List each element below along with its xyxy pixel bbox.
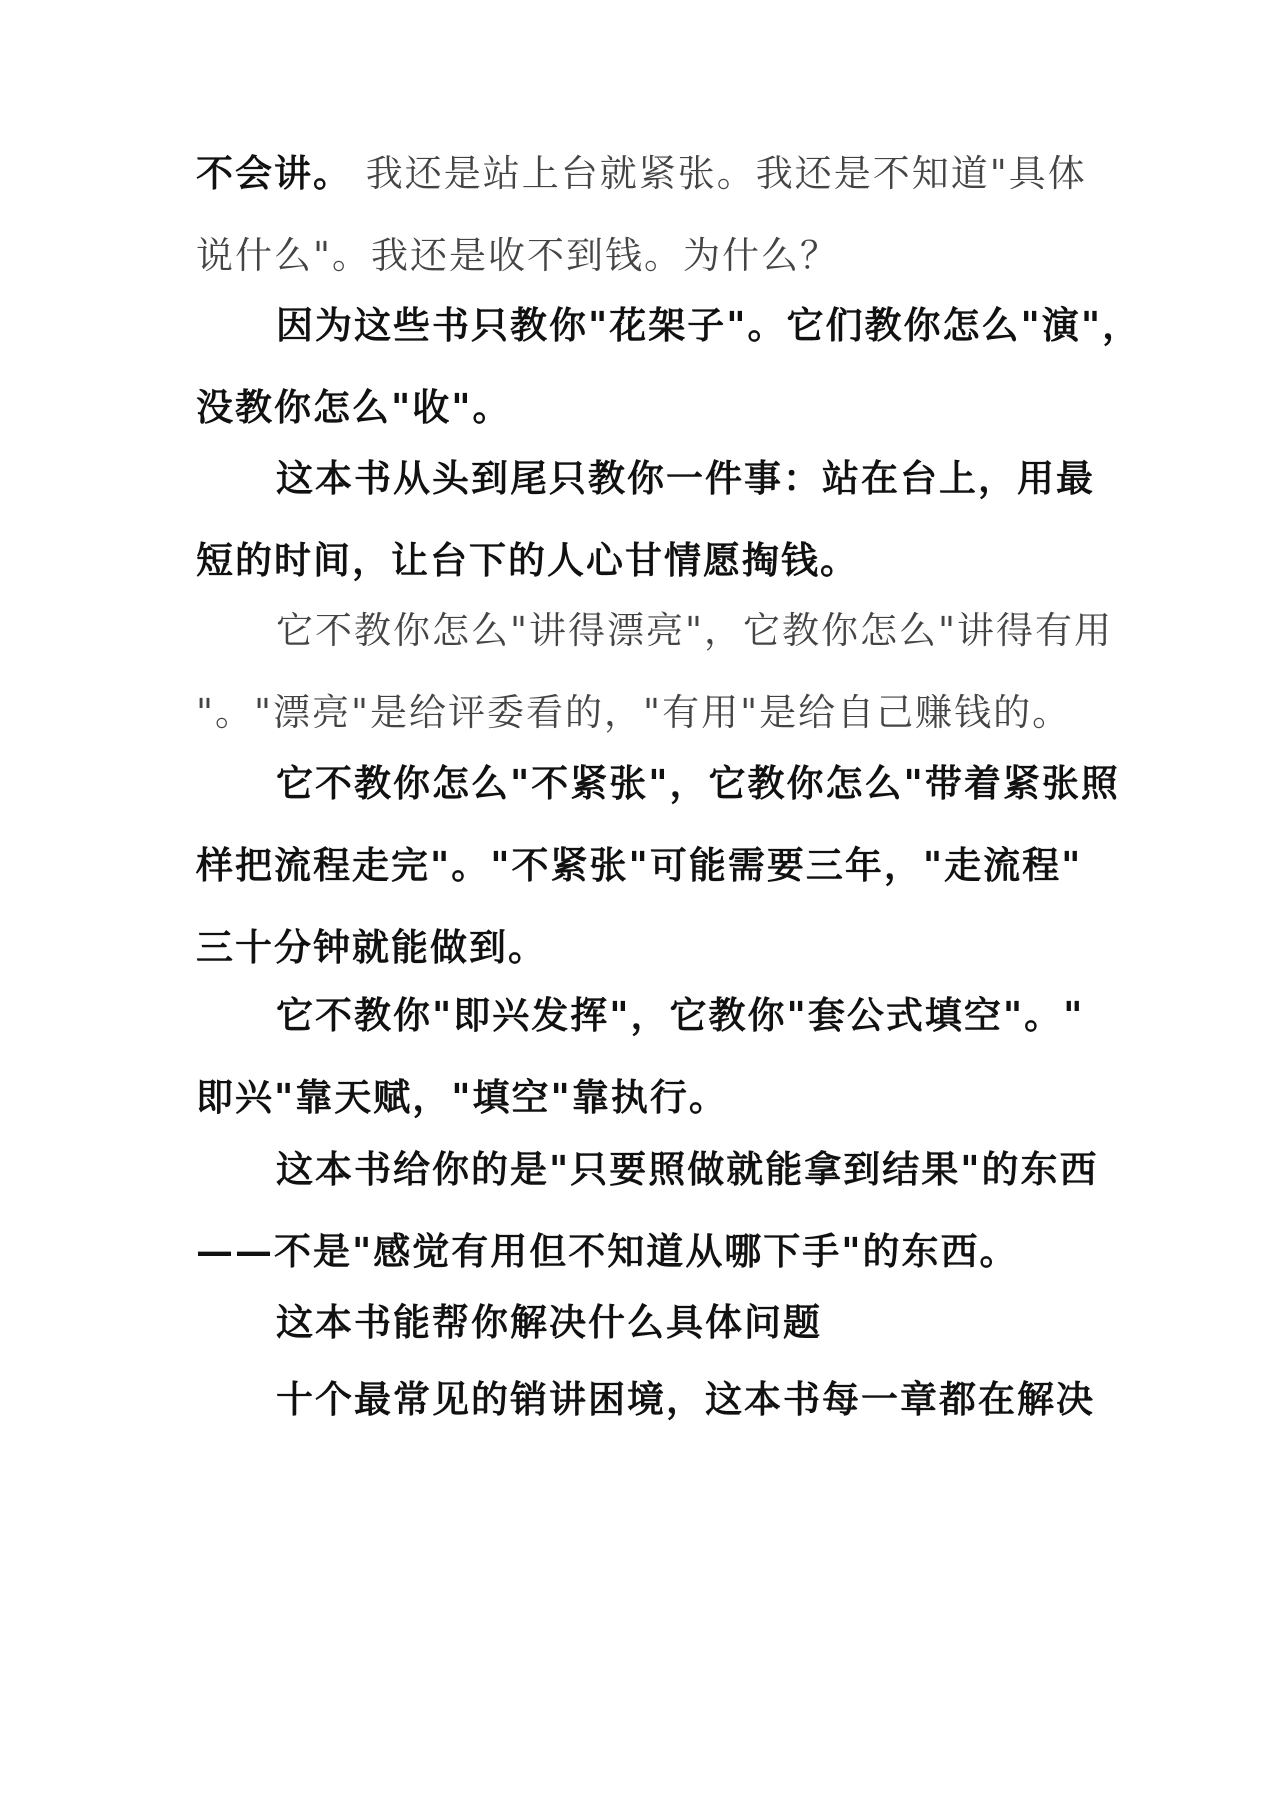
section-heading-text: 这本书能帮你解决什么具体问题 xyxy=(276,1300,822,1344)
paragraph-6-line-2: 即兴"靠天赋，"填空"靠执行。 xyxy=(196,1075,728,1119)
paragraph-2 xyxy=(196,284,1142,448)
paragraph-6 xyxy=(196,974,1088,1138)
paragraph-4-line-1: 它不教你怎么"讲得漂亮"，它教你怎么"讲得有用 xyxy=(276,609,1114,652)
paragraph-7 xyxy=(196,1128,1099,1292)
paragraph-3-line-2: 短的时间，让台下的人心甘情愿掏钱。 xyxy=(196,538,859,582)
paragraph-7-line-1: 这本书给你的是"只要照做就能拿到结果"的东西 xyxy=(276,1147,1099,1191)
paragraph-1-lead: 不会讲。 xyxy=(196,151,352,195)
paragraph-1-line-2: 说什么"。我还是收不到钱。为什么？ xyxy=(196,234,840,277)
paragraph-3-line-1: 这本书从头到尾只教你一件事：站在台上，用最 xyxy=(276,456,1095,500)
paragraph-5-line-2: 样把流程走完"。"不紧张"可能需要三年，"走流程" xyxy=(196,843,1083,887)
paragraph-1 xyxy=(196,132,1088,297)
paragraph-5 xyxy=(196,742,1120,988)
paragraph-6-line-1: 它不教你"即兴发挥"，它教你"套公式填空"。" xyxy=(276,993,1085,1037)
paragraph-1-line-1 xyxy=(196,132,1088,215)
section-heading xyxy=(196,1281,1088,1363)
paragraph-7-line-2: ——不是"感觉有用但不知道从哪下手"的东西。 xyxy=(196,1229,1019,1273)
paragraph-2-line-1: 因为这些书只教你"花架子"。它们教你怎么"演"， xyxy=(276,303,1142,347)
paragraph-3 xyxy=(196,437,1095,601)
paragraph-1-text: 我还是站上台就紧张。我还是不知道"具体 xyxy=(365,152,1087,195)
paragraph-5-line-1: 它不教你怎么"不紧张"，它教你怎么"带着紧张照 xyxy=(276,761,1120,805)
paragraph-2-line-2: 没教你怎么"收"。 xyxy=(196,385,512,429)
paragraph-5-line-3: 三十分钟就能做到。 xyxy=(196,925,547,969)
paragraph-9-line-1: 十个最常见的销讲困境，这本书每一章都在解决 xyxy=(276,1377,1095,1421)
paragraph-9 xyxy=(196,1358,1095,1440)
paragraph-4 xyxy=(196,590,1114,754)
paragraph-4-line-2: "。"漂亮"是给评委看的，"有用"是给自己赚钱的。 xyxy=(196,691,1072,734)
